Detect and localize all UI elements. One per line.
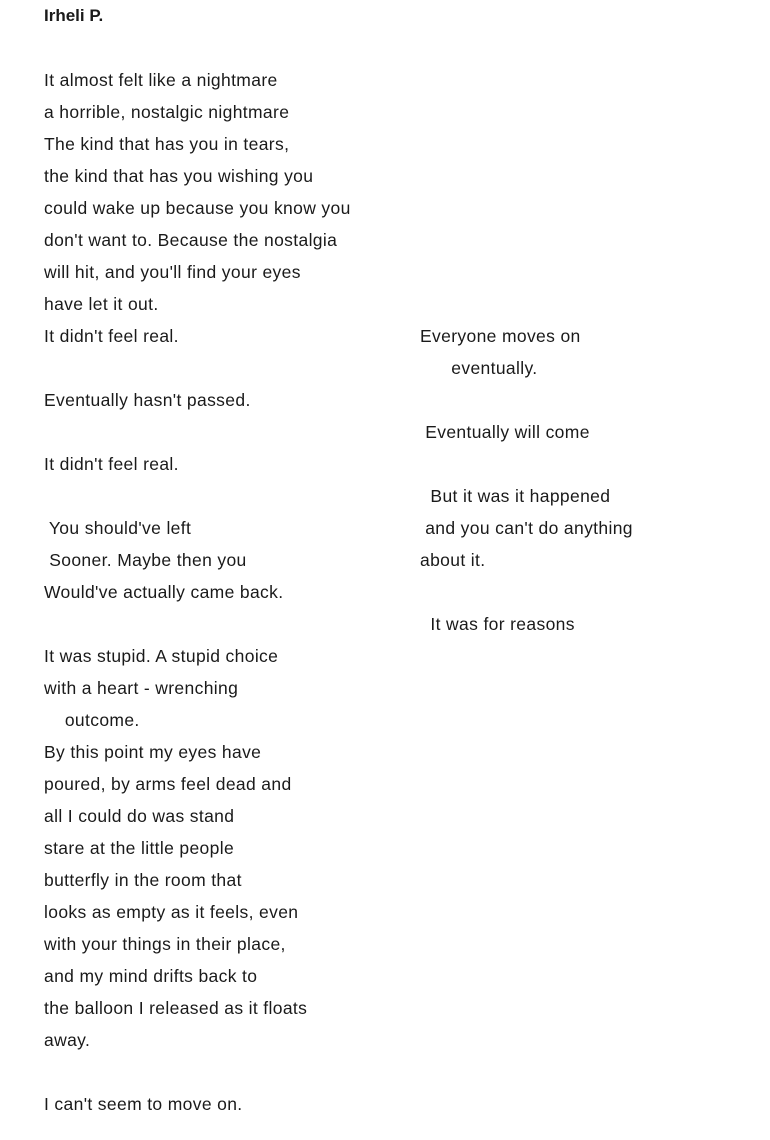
poem-left-line <box>44 352 351 384</box>
poem-left-line: It was stupid. A stupid choice <box>44 646 279 666</box>
poem-left-line: Eventually hasn't passed. <box>44 390 251 410</box>
poem-left-line: looks as empty as it feels, even <box>44 902 299 922</box>
poem-left-line: Would've actually came back. <box>44 582 284 602</box>
poem-left-line: The kind that has you in tears, <box>44 134 290 154</box>
poem-right-line <box>420 384 633 416</box>
author-name: Irheli P. <box>44 6 104 25</box>
poem-right-line: and you can't do anything <box>420 518 633 538</box>
poem-left-line: and my mind drifts back to <box>44 966 258 986</box>
poem-left-line: all I could do was stand <box>44 806 235 826</box>
poem-left-line: It didn't feel real. <box>44 454 179 474</box>
poem-right-line: eventually. <box>420 358 538 378</box>
poem-right-line: But it was it happened <box>420 486 611 506</box>
poem-right-column <box>420 320 633 640</box>
poem-left-line: the balloon I released as it floats <box>44 998 308 1018</box>
poem-left-line <box>44 416 351 448</box>
poem-left-line: have let it out. <box>44 294 159 314</box>
poem-left-line: with your things in their place, <box>44 934 286 954</box>
poem-left-line: You should've left <box>44 518 192 538</box>
poem-right-line: It was for reasons <box>420 614 575 634</box>
poem-left-line: butterfly in the room that <box>44 870 242 890</box>
poem-right-line: Everyone moves on <box>420 326 581 346</box>
poem-left-line <box>44 480 351 512</box>
poem-left-line: away. <box>44 1030 91 1050</box>
poem-left-line: with a heart - wrenching <box>44 678 239 698</box>
poem-left-line: could wake up because you know you <box>44 198 351 218</box>
poem-left-line: Sooner. Maybe then you <box>44 550 247 570</box>
poem-left-line <box>44 608 351 640</box>
poem-left-line: a horrible, nostalgic nightmare <box>44 102 290 122</box>
poem-left-line <box>44 1056 351 1088</box>
poem-left-line: will hit, and you'll find your eyes <box>44 262 301 282</box>
poem-left-line: It almost felt like a nightmare <box>44 70 278 90</box>
poem-right-line: Eventually will come <box>420 422 590 442</box>
poem-left-line: don't want to. Because the nostalgia <box>44 230 338 250</box>
poem-left-line: stare at the little people <box>44 838 235 858</box>
poem-left-column <box>44 64 351 1120</box>
poem-left-line: By this point my eyes have <box>44 742 262 762</box>
poem-left-line: poured, by arms feel dead and <box>44 774 292 794</box>
poem-left-line: outcome. <box>44 710 140 730</box>
poem-left-line: I can't seem to move on. <box>44 1094 243 1114</box>
poem-right-line: about it. <box>420 550 486 570</box>
poem-right-line <box>420 448 633 480</box>
poem-left-line: It didn't feel real. <box>44 326 179 346</box>
poem-right-line <box>420 576 633 608</box>
poem-left-line: the kind that has you wishing you <box>44 166 314 186</box>
